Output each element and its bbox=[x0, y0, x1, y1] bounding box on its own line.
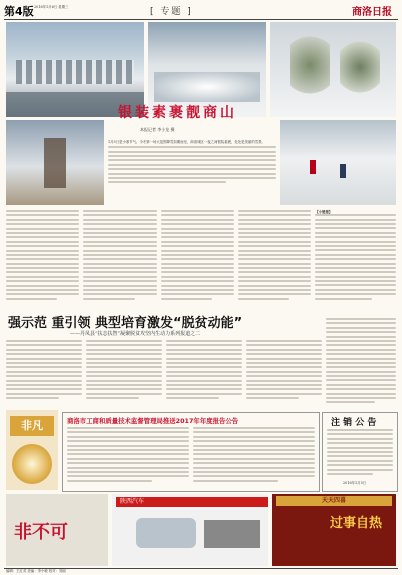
text-column bbox=[166, 340, 242, 406]
section-topic-label: 专题 bbox=[160, 7, 183, 17]
section-topic: [ 专题 ] bbox=[150, 7, 193, 17]
photo-snowy-trees bbox=[270, 22, 396, 117]
quality-notice bbox=[62, 412, 320, 492]
article-headline: 强示范 重引领 典型培育激发“脱贫动能” bbox=[8, 316, 243, 331]
side-title: 【小链接】 bbox=[315, 210, 333, 214]
text-column bbox=[238, 210, 311, 310]
page-number: 第4版 bbox=[4, 5, 34, 18]
text-column bbox=[83, 210, 156, 310]
footer-credits: 编辑：王红英 美编：李小敏 校对：刘丽 bbox=[6, 569, 66, 573]
text-column bbox=[161, 210, 234, 310]
ad-ceramics bbox=[6, 494, 108, 566]
ad-hotpot-top: 天天四喜 bbox=[276, 496, 392, 506]
ad-hotpot-text: 过事自热 bbox=[330, 516, 383, 531]
page-date: 2016年1月6日 星期三 bbox=[34, 5, 69, 9]
feature-byline: 本报记者 李小龙 摄 bbox=[140, 127, 175, 132]
ad-ceramics-text: 非不可 bbox=[14, 522, 68, 543]
text-column bbox=[6, 210, 79, 310]
cancel-notice-title: 注 销 公 告 bbox=[331, 418, 377, 428]
ad-jewelry bbox=[6, 410, 58, 490]
quality-notice-title: 商洛市工商和质量技术监督管理局推送2017年年度报告公告 bbox=[67, 417, 239, 425]
article-columns-top bbox=[6, 210, 396, 310]
feature-title: 银装素裹靓商山 bbox=[118, 105, 237, 121]
ad-hotpot bbox=[272, 494, 396, 566]
ad-jewelry-brand: 非凡 bbox=[10, 416, 54, 436]
side-column bbox=[315, 210, 396, 310]
text-column bbox=[246, 340, 322, 406]
side-column-right bbox=[326, 318, 396, 406]
article-subheadline: ——丹凤县“扶志扶智”凝聚脱贫攻坚内生动力系列报道之二 bbox=[70, 331, 201, 337]
ad-car-brand: 陕西汽车 bbox=[116, 497, 268, 507]
header-rule bbox=[4, 19, 398, 20]
cancel-notice-date: 2016年1月5日 bbox=[343, 481, 367, 485]
newspaper-brand: 商洛日报 bbox=[352, 7, 392, 18]
text-column bbox=[86, 340, 162, 406]
photo-pagoda bbox=[6, 120, 104, 205]
feature-intro bbox=[108, 140, 276, 200]
photo-street-snow bbox=[280, 120, 396, 205]
feature-intro-text: 1月5日是小寒节气。今冬第一场大范围降雪如期而至，商洛城区一夜之间银装素裹，处处是美丽的雪景。 bbox=[108, 140, 265, 144]
text-column bbox=[6, 340, 82, 406]
ad-car bbox=[112, 494, 268, 566]
cancel-notice bbox=[322, 412, 398, 492]
article-columns-bottom bbox=[6, 340, 322, 406]
feature-title-block bbox=[108, 98, 276, 126]
